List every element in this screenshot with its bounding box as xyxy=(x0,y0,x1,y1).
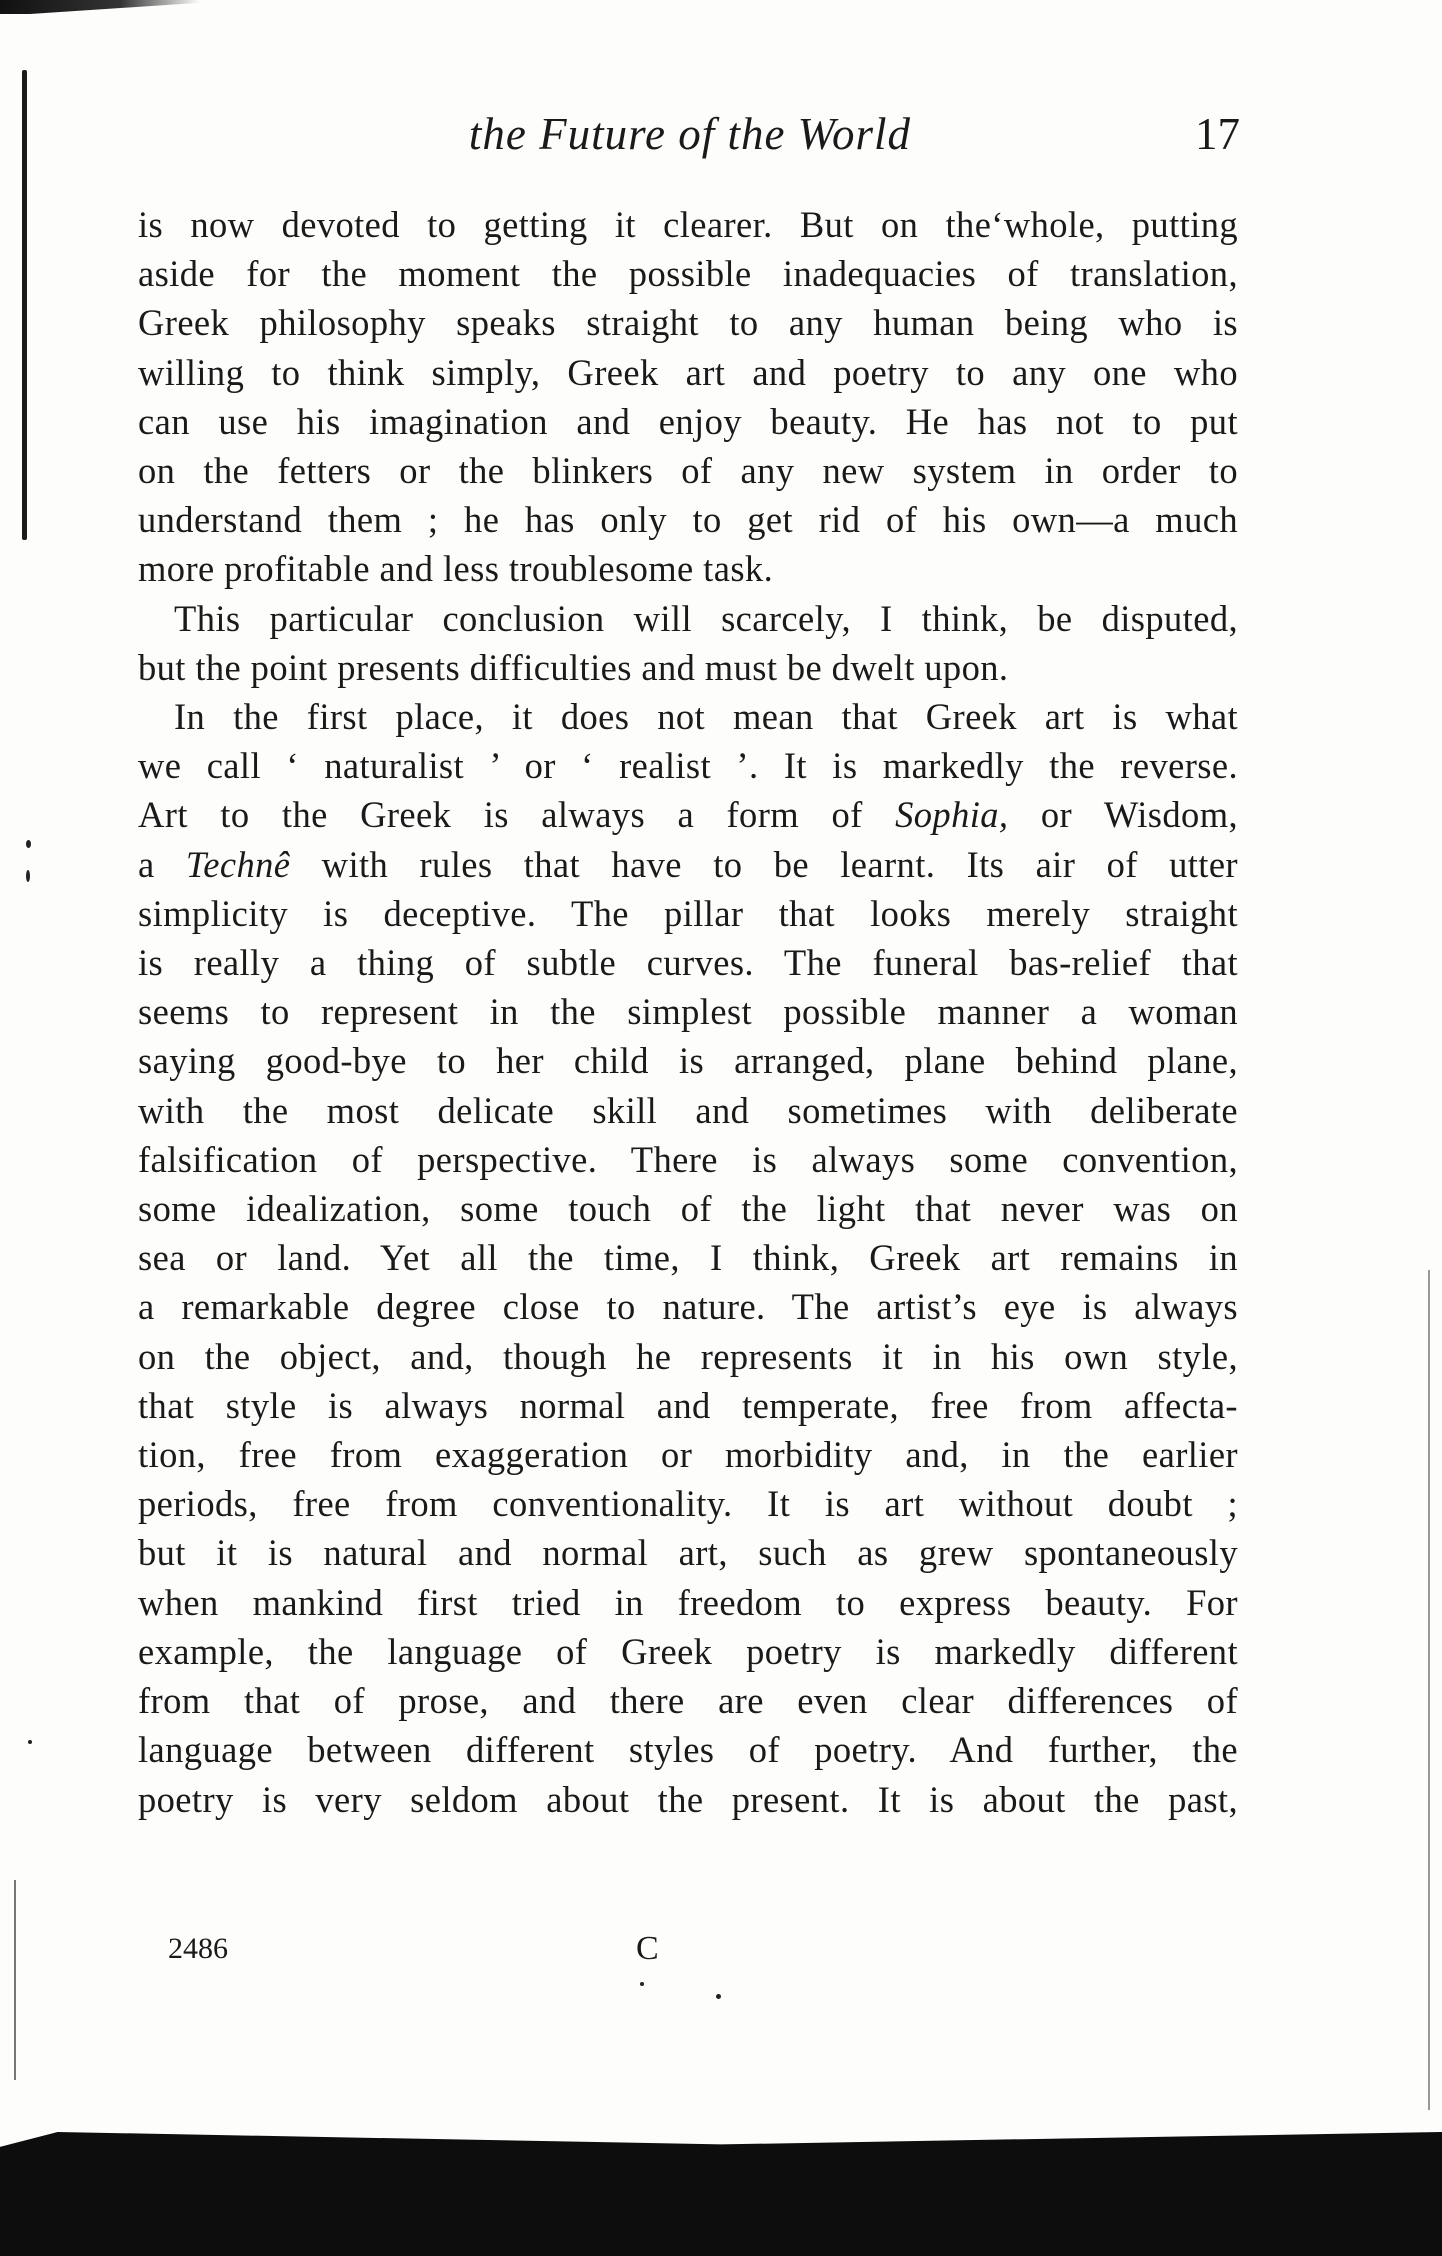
body-text xyxy=(138,200,1238,1824)
text-line: This particular conclusion will scarcely, I think, be disputed, xyxy=(174,597,1238,639)
text-line: In the first place, it does not mean that Greek art is what xyxy=(174,696,1238,738)
text-line: a remarkable degree close to nature. The artist’s eye is always xyxy=(138,1286,1238,1328)
text-run: with rules that have to be learnt. Its air of utter xyxy=(290,843,1238,885)
text-line: we call ‘ naturalist ’ or ‘ realist ’. It is markedly the reverse. xyxy=(138,745,1238,787)
text-line: language between different styles of poetry. And further, the xyxy=(138,1729,1238,1771)
scan-speck xyxy=(28,1740,32,1744)
scan-binding-shadow xyxy=(22,70,27,540)
text-line: tion, free from exaggeration or morbidity and, in the earlier xyxy=(138,1434,1238,1476)
text-line: seems to represent in the simplest possible manner a woman xyxy=(138,991,1238,1033)
text-run: a xyxy=(138,843,186,885)
text-line: understand them ; he has only to get rid of his own—a much xyxy=(138,499,1238,541)
text-line: but it is natural and normal art, such as grew spontaneously xyxy=(138,1532,1238,1574)
text-run: or Wisdom, xyxy=(1008,794,1239,836)
signature-number: 2486 xyxy=(168,1932,228,1965)
scan-speck xyxy=(26,840,31,848)
signature-letter: C xyxy=(636,1930,661,1967)
text-run: Art to the Greek is always a form of xyxy=(138,794,896,836)
text-line: more profitable and less troublesome task. xyxy=(138,548,774,590)
text-line: on the object, and, though he represents it in his own style, xyxy=(138,1335,1238,1377)
text-line: saying good-bye to her child is arranged, plane behind plane, xyxy=(138,1040,1238,1082)
scan-speck xyxy=(716,1994,721,1999)
text-line: simplicity is deceptive. The pillar that looks merely straight xyxy=(138,892,1238,934)
text-line: example, the language of Greek poetry is markedly different xyxy=(138,1630,1238,1672)
text-line: some idealization, some touch of the light that never was on xyxy=(138,1188,1238,1230)
italic-term-techne: Technê xyxy=(185,843,291,885)
text-line: is really a thing of subtle curves. The funeral bas-relief that xyxy=(138,942,1238,984)
text-line: poetry is very seldom about the present. It is about the past, xyxy=(138,1778,1238,1820)
scan-page-edge xyxy=(1428,1270,1430,2110)
page-number: 17 xyxy=(1195,109,1240,159)
running-title: the Future of the World xyxy=(468,109,912,159)
text-line: periods, free from conventionality. It is art without doubt ; xyxy=(138,1483,1238,1525)
text-line: willing to think simply, Greek art and poetry to any one who xyxy=(138,351,1238,393)
italic-term-sophia: Sophia, xyxy=(895,794,1009,836)
scan-edge-mark xyxy=(0,0,200,14)
text-line: on the fetters or the blinkers of any new system in order to xyxy=(138,450,1238,492)
text-line: is now devoted to getting it clearer. But on theʻwhole, putting xyxy=(138,204,1238,245)
text-line: sea or land. Yet all the time, I think, Greek art remains in xyxy=(138,1237,1238,1279)
text-line: that style is always normal and temperate, free from affecta- xyxy=(138,1384,1238,1426)
page-footer xyxy=(0,1932,1442,1982)
text-line: aside for the moment the possible inadequacies of translation, xyxy=(138,253,1238,295)
text-line: Greek philosophy speaks straight to any human being who is xyxy=(138,302,1238,344)
running-header xyxy=(140,108,1240,168)
text-line: falsification of perspective. There is always some convention, xyxy=(138,1138,1238,1180)
text-line: with the most delicate skill and sometimes with deliberate xyxy=(138,1089,1238,1131)
text-line xyxy=(138,790,1238,839)
paragraph xyxy=(138,200,1238,594)
scan-speck xyxy=(640,1982,644,1986)
text-line: can use his imagination and enjoy beauty. He has not to put xyxy=(138,400,1238,442)
scan-speck xyxy=(26,870,30,882)
text-line xyxy=(138,840,1238,889)
text-line: from that of prose, and there are even clear differences of xyxy=(138,1680,1238,1722)
paragraph xyxy=(138,692,1238,1824)
paragraph xyxy=(138,594,1238,692)
text-line: when mankind first tried in freedom to express beauty. For xyxy=(138,1581,1238,1623)
text-line: but the point presents difficulties and must be dwelt upon. xyxy=(138,646,1009,688)
scan-bottom-shadow xyxy=(0,2132,1442,2256)
